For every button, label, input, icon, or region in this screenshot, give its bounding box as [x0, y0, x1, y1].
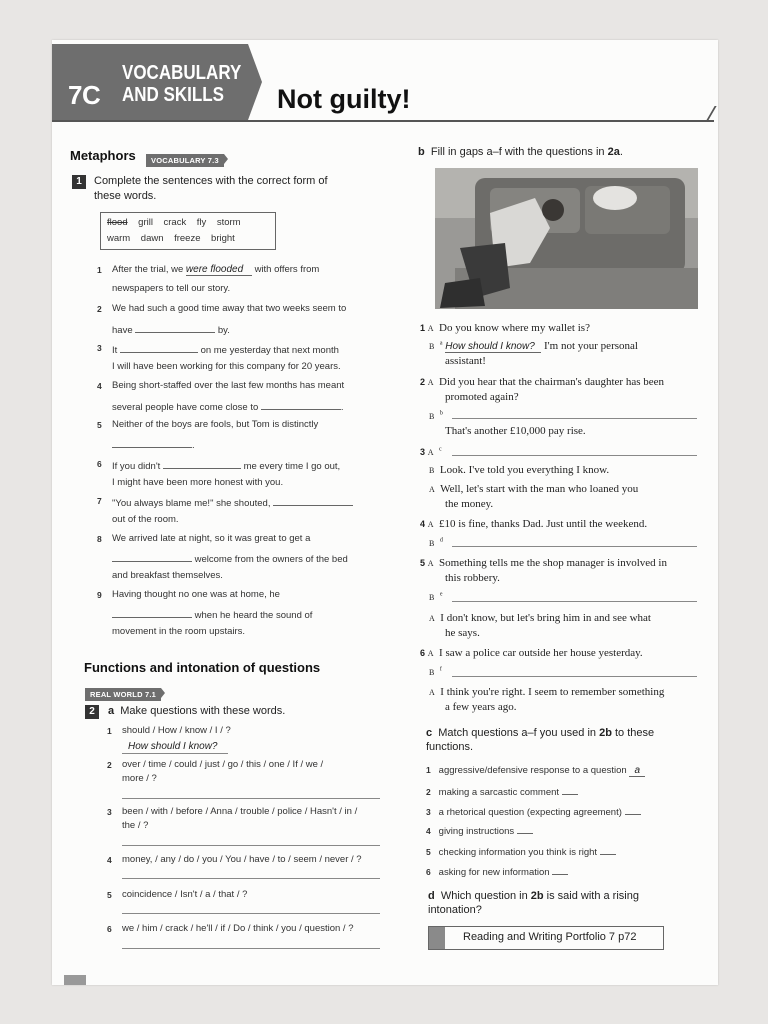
item-text: After the trial, we — [112, 264, 184, 275]
answer-line[interactable] — [122, 913, 380, 914]
dialogue-number: 1 — [420, 323, 426, 333]
item-number: 2 — [97, 304, 102, 314]
speaker-label: B — [429, 342, 435, 351]
item-text: . — [340, 402, 344, 413]
function-item-4 — [426, 824, 533, 837]
item-number: 4 — [107, 855, 112, 865]
dialogue-text: I'm not your personal — [544, 340, 638, 352]
item-number: 2 — [107, 760, 112, 770]
item-number: 1 — [426, 765, 431, 775]
dialogue-number: 5 — [420, 558, 426, 568]
part-letter: a — [108, 705, 115, 717]
item-text: If you didn't — [112, 461, 161, 472]
word-item: storm — [216, 217, 241, 228]
dialogue-text: Did you hear that the chairman's daughter has been — [439, 376, 665, 388]
portfolio-bar — [429, 927, 445, 949]
item-text: out of the room. — [112, 514, 179, 525]
item-text: with offers from — [254, 264, 320, 275]
answer-blank[interactable] — [261, 399, 341, 410]
real-world-tag — [85, 684, 165, 702]
exercise-2a-instruction — [108, 705, 285, 717]
scrambled-words: we / him / crack / he'll / if / Do / think / you / question / ? — [122, 923, 354, 934]
exercise-number-1: 1 — [72, 175, 86, 189]
dialogue-number: 2 — [420, 377, 426, 387]
speaker-label: A — [427, 378, 434, 387]
workbook-page — [52, 40, 718, 985]
page-title: Not guilty! — [277, 84, 411, 114]
function-item-1 — [426, 765, 645, 777]
section-heading-functions: Functions and intonation of questions — [84, 660, 321, 675]
function-text: making a sarcastic comment — [438, 787, 560, 798]
item-text: We arrived late at night, so it was great to get a — [112, 533, 311, 544]
tag-arrow-icon — [224, 154, 228, 164]
answer-line[interactable] — [122, 798, 380, 799]
gap-line[interactable] — [452, 676, 697, 677]
item-number: 5 — [107, 890, 112, 900]
gap-line[interactable] — [452, 546, 697, 547]
instruction-ref: 2b — [599, 727, 612, 739]
word-item: crack — [163, 217, 187, 228]
dialogue-text: Do you know where my wallet is? — [439, 322, 590, 334]
portfolio-reference-box[interactable] — [428, 926, 664, 950]
dialogue-4-line-b — [429, 537, 443, 549]
dialogue-5-line-b — [429, 591, 443, 603]
item-number: 3 — [426, 807, 431, 817]
answer-blank[interactable] — [273, 495, 353, 506]
item-text: . — [192, 440, 195, 451]
item-text: on me yesterday that next month — [200, 345, 339, 356]
function-item-6 — [426, 865, 568, 878]
speaker-label: A — [427, 520, 434, 529]
dialogue-text: he says. — [445, 627, 480, 639]
exercise-1-item-3 — [112, 342, 339, 356]
speaker-label: B — [429, 466, 435, 475]
instruction-text: intonation? — [428, 904, 482, 916]
dialogue-2-line-b — [429, 410, 443, 422]
dialogue-6-line-c — [429, 686, 664, 698]
exercise-1-instruction-line2: these words. — [94, 190, 157, 202]
photo-man-searching-sofa — [435, 168, 698, 309]
gap-letter: f — [439, 666, 442, 673]
word-box-row2 — [107, 233, 235, 244]
item-number: 7 — [97, 496, 102, 506]
exercise-2c-instruction — [426, 727, 654, 739]
dialogue-number: 3 — [420, 447, 426, 457]
exercise-number-2: 2 — [85, 705, 99, 719]
dialogue-3-line-b — [429, 464, 609, 476]
answer-blank[interactable] — [135, 322, 215, 333]
function-text: asking for new information — [438, 867, 550, 878]
answer-blank[interactable] — [552, 865, 568, 875]
exercise-2b-instruction: b Fill in gaps a–f with the questions in 2a. — [418, 146, 623, 158]
instruction-text: Fill in gaps a–f with the questions in — [430, 146, 605, 158]
item-text: by. — [217, 325, 230, 336]
answer-blank-filled[interactable]: a — [629, 765, 645, 777]
exercise-1-item-7 — [112, 495, 353, 509]
dialogue-1-line-b — [429, 340, 638, 353]
speaker-label: A — [427, 448, 434, 457]
item-number: 4 — [426, 826, 431, 836]
answer-line[interactable] — [122, 753, 228, 754]
speaker-label: A — [427, 324, 434, 333]
item-text: have — [112, 325, 133, 336]
dialogue-5-line-c — [429, 612, 651, 624]
real-world-tag-label: REAL WORLD 7.1 — [85, 688, 161, 701]
item-text: and breakfast themselves. — [112, 570, 223, 581]
item-text: I might have been more honest with you. — [112, 477, 284, 488]
photo-illustration — [435, 168, 698, 309]
word-item: flood — [107, 217, 128, 228]
dialogue-text: That's another £10,000 pay rise. — [445, 425, 586, 437]
word-item: warm — [107, 233, 131, 244]
scrambled-words: more / ? — [122, 773, 157, 784]
speaker-label: A — [429, 485, 435, 494]
speaker-label: B — [429, 668, 435, 677]
dialogue-2-line-a — [420, 376, 664, 388]
answer-blank[interactable] — [120, 342, 198, 353]
exercise-1-item-2 — [112, 322, 230, 336]
dialogue-text: Something tells me the shop manager is involved in — [439, 557, 667, 569]
word-item: bright — [211, 233, 235, 244]
instruction-text: functions. — [426, 741, 474, 753]
item-text: Being short-staffed over the last few months has meant — [112, 380, 345, 391]
dialogue-text: I saw a police car outside her house yesterday. — [439, 647, 643, 659]
banner-arrow-shape — [248, 44, 262, 120]
dialogue-text: Look. I've told you everything I know. — [439, 464, 610, 476]
item-text: movement in the room upstairs. — [112, 626, 246, 637]
answer-line[interactable] — [122, 948, 380, 949]
speaker-label: B — [429, 412, 435, 421]
dialogue-text: the money. — [445, 498, 494, 510]
word-item: dawn — [140, 233, 164, 244]
function-text: checking information you think is right — [438, 847, 598, 858]
function-item-2 — [426, 785, 578, 798]
speaker-label: A — [429, 614, 435, 623]
word-item: grill — [138, 217, 153, 228]
item-text: It — [112, 345, 118, 356]
item-number: 6 — [426, 867, 431, 877]
answer-line[interactable] — [122, 845, 380, 846]
function-text: giving instructions — [438, 826, 515, 837]
gap-line[interactable] — [452, 418, 697, 419]
gap-letter: c — [439, 446, 442, 453]
item-text: We had such a good time away that two weeks seem to — [112, 303, 347, 314]
dialogue-text: promoted again? — [445, 391, 519, 403]
function-item-3 — [426, 805, 641, 818]
dialogue-text: I think you're right. I seem to remember something — [440, 686, 665, 698]
dialogue-text: a few years ago. — [445, 701, 517, 713]
answer-blank[interactable] — [112, 607, 192, 618]
answer-blank-filled[interactable]: were flooded — [186, 264, 252, 276]
item-text: me every time I go out, — [243, 461, 341, 472]
dialogue-1-line-a — [420, 322, 590, 334]
answer-blank[interactable] — [517, 824, 533, 834]
gap-letter: a — [439, 340, 443, 347]
instruction-ref: 2a — [607, 146, 620, 158]
function-item-5 — [426, 845, 616, 858]
item-text: welcome from the owners of the bed — [194, 554, 348, 565]
vocabulary-tag-label: VOCABULARY 7.3 — [146, 154, 224, 167]
word-item: freeze — [174, 233, 201, 244]
item-number: 9 — [97, 590, 102, 600]
item-number: 5 — [97, 420, 102, 430]
function-text: a rhetorical question (expecting agreement) — [438, 807, 622, 818]
tag-arrow-icon — [161, 688, 165, 698]
section-heading-metaphors: Metaphors — [70, 148, 136, 163]
item-text: several people have come close to — [112, 402, 259, 413]
dialogue-text: Well, let's start with the man who loaned you — [440, 483, 639, 495]
dialogue-text: I don't know, but let's bring him in and see what — [440, 612, 651, 624]
answer-blank[interactable] — [112, 437, 192, 448]
dialogue-3-line-c — [429, 483, 638, 495]
instruction-text: Which question in — [440, 890, 528, 902]
gap-line[interactable] — [452, 455, 697, 456]
speaker-label: B — [429, 539, 435, 548]
answer-filled[interactable]: How should I know? — [128, 741, 218, 752]
scrambled-words: been / with / before / Anna / trouble / police / Hasn't / in / — [122, 806, 358, 817]
speaker-label: B — [429, 593, 435, 602]
item-number: 3 — [107, 807, 112, 817]
speaker-label: A — [429, 688, 435, 697]
answer-blank[interactable] — [625, 805, 641, 815]
unit-code: 7C — [68, 80, 101, 110]
scrambled-words: should / How / know / I / ? — [122, 725, 231, 736]
item-number: 1 — [107, 726, 112, 736]
item-text: newspapers to tell our story. — [112, 283, 231, 294]
part-letter: c — [426, 727, 433, 739]
item-text: "You always blame me!" she shouted, — [112, 498, 271, 509]
scrambled-words: coincidence / Isn't / a / that / ? — [122, 889, 248, 900]
exercise-1-item-9 — [112, 607, 312, 621]
speaker-label: A — [427, 649, 434, 658]
page-number-tab — [64, 975, 86, 985]
speaker-label: A — [427, 559, 434, 568]
exercise-1-item-4 — [112, 399, 344, 413]
vocabulary-tag — [146, 150, 228, 168]
item-number: 4 — [97, 381, 102, 391]
exercise-1-item-1 — [112, 264, 319, 276]
item-text: Neither of the boys are fools, but Tom is distinctly — [112, 419, 319, 430]
portfolio-label: Reading and Writing Portfolio 7 p72 — [463, 931, 637, 943]
dialogue-text: £10 is fine, thanks Dad. Just until the weekend. — [439, 518, 648, 530]
item-number: 8 — [97, 534, 102, 544]
item-text: I will have been working for this company for 20 years. — [112, 361, 341, 372]
word-box-row1 — [107, 217, 241, 228]
header-rule — [52, 120, 714, 122]
dialogue-3-line-a — [420, 446, 442, 458]
instruction-ref: 2b — [530, 890, 544, 902]
exercise-1-item-5 — [112, 437, 195, 451]
item-number: 6 — [97, 459, 102, 469]
item-number: 1 — [97, 265, 102, 275]
dialogue-5-line-a — [420, 557, 667, 569]
exercise-1-item-8 — [112, 551, 348, 565]
gap-letter: e — [439, 591, 443, 598]
dialogue-text: this robbery. — [445, 572, 500, 584]
scrambled-words: money, / any / do / you / You / have / to / seem / never / ? — [122, 854, 362, 865]
exercise-1-instruction-line1: Complete the sentences with the correct form of — [94, 175, 328, 187]
scrambled-words: the / ? — [122, 820, 149, 831]
unit-title-line2: AND SKILLS — [122, 84, 224, 106]
answer-blank[interactable] — [562, 785, 578, 795]
gap-line[interactable] — [452, 601, 697, 602]
dialogue-number: 6 — [420, 648, 426, 658]
dialogue-4-line-a — [420, 518, 647, 530]
item-number: 6 — [107, 924, 112, 934]
exercise-2d-instruction — [428, 890, 639, 902]
gap-answer-filled[interactable]: How should I know? — [445, 341, 541, 353]
item-number: 3 — [97, 343, 102, 353]
item-number: 5 — [426, 847, 431, 857]
scrambled-words: over / time / could / just / go / this / one / If / we / — [122, 759, 324, 770]
item-text: when he heard the sound of — [194, 610, 313, 621]
answer-blank[interactable] — [112, 551, 192, 562]
instruction-text: to these — [614, 727, 655, 739]
answer-blank[interactable] — [600, 845, 616, 855]
function-text: aggressive/defensive response to a question — [438, 765, 627, 776]
instruction-text: Make questions with these words. — [120, 705, 286, 717]
instruction-text: Match questions a–f you used in — [438, 727, 597, 739]
unit-title-line1: VOCABULARY — [122, 62, 242, 84]
exercise-1-item-6 — [112, 458, 340, 472]
gap-letter: d — [439, 537, 443, 544]
gap-letter: b — [439, 410, 443, 417]
answer-line[interactable] — [122, 878, 380, 879]
instruction-text: is said with a rising — [546, 890, 639, 902]
part-letter: b — [418, 146, 425, 158]
part-letter: d — [428, 890, 435, 902]
dialogue-6-line-a — [420, 647, 643, 659]
word-item: fly — [196, 217, 207, 228]
dialogue-6-line-b — [429, 666, 442, 678]
dialogue-text: assistant! — [445, 355, 486, 367]
answer-blank[interactable] — [163, 458, 241, 469]
item-number: 2 — [426, 787, 431, 797]
item-text: Having thought no one was at home, he — [112, 589, 280, 600]
dialogue-number: 4 — [420, 519, 426, 529]
